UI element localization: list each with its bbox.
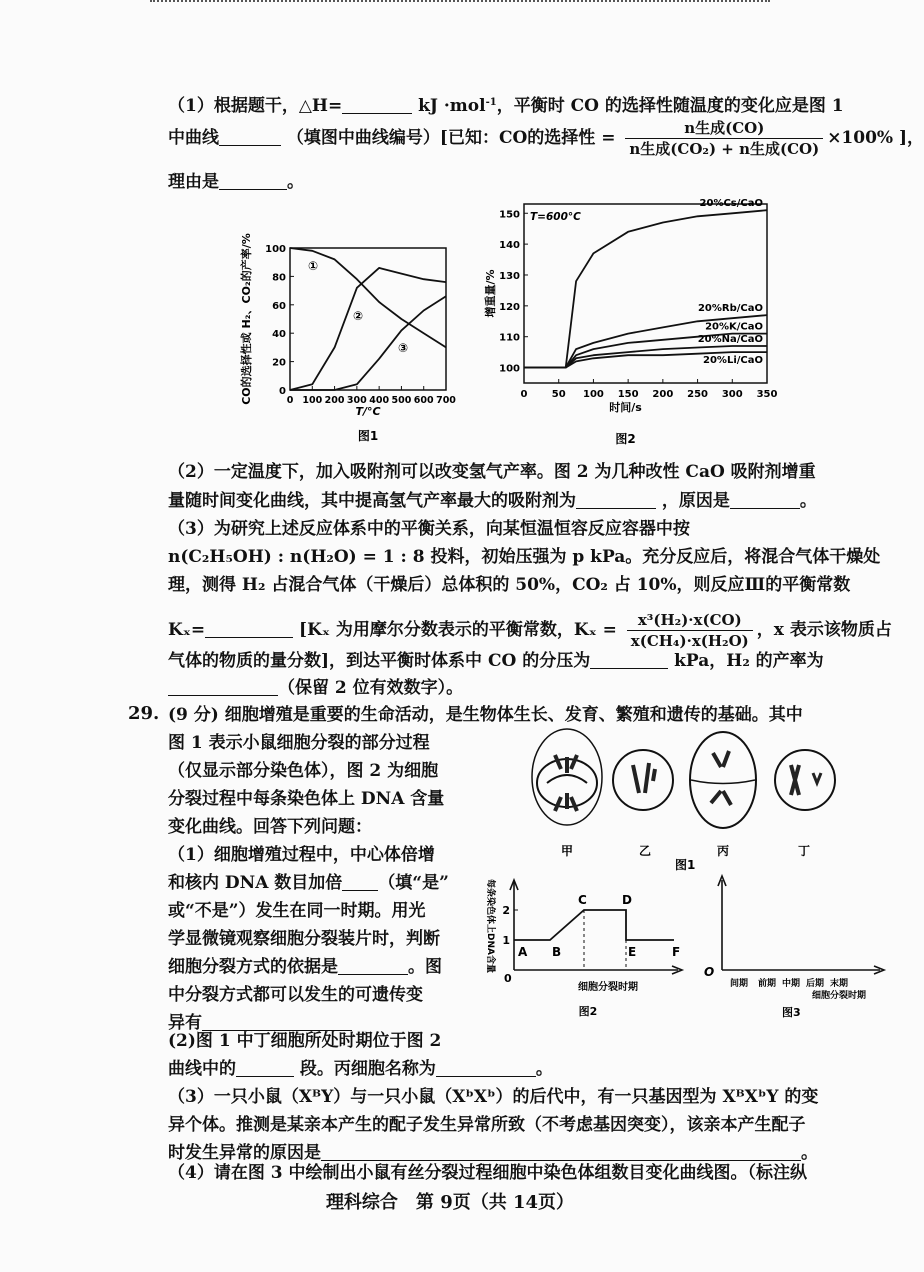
answer-blank[interactable]	[236, 1058, 294, 1077]
period-label: 中期	[782, 979, 801, 989]
x-tick-label: 200	[324, 395, 345, 406]
q29-line: 中分裂方式都可以发生的可遗传变	[168, 985, 423, 1005]
zero-label: 0	[504, 972, 512, 985]
origin-label: O	[704, 965, 715, 979]
q29-line: （3）一只小鼠（XᴮY）与一只小鼠（XᵇXᵇ）的后代中，有一只基因型为 XᴮXᵇY 的变	[168, 1087, 819, 1107]
x-axis-label: 时间/s	[609, 401, 642, 414]
y-tick-label: 80	[272, 272, 286, 284]
point-label: B	[552, 945, 562, 959]
cell-yi-icon	[613, 750, 673, 810]
x-tick-label: 150	[617, 389, 639, 400]
q29-line: 图 1 表示小鼠细胞分裂的部分过程	[168, 733, 430, 753]
cell-division-figure	[515, 725, 855, 875]
y-axis-label: CO的选择性或 H₂、CO₂的产率/%	[240, 233, 253, 405]
y-tick-label: 20	[272, 357, 286, 369]
x-axis-label: T/°C	[355, 405, 381, 418]
y-tick-label: 2	[502, 904, 510, 917]
temperature-annotation: T=600°C	[530, 211, 581, 223]
q29-line: （1）细胞增殖过程中，中心体倍增	[168, 845, 435, 865]
cell-bing-icon	[690, 732, 756, 828]
q29-line: 学显微镜观察细胞分裂装片时，判断	[168, 929, 440, 949]
q29-line: （仅显示部分染色体），图 2 为细胞	[168, 761, 439, 781]
y-tick-label: 110	[499, 332, 520, 344]
q28-p2-line1: （2）一定温度下，加入吸附剂可以改变氢气产率。图 2 为几种改性 CaO 吸附剂增重	[168, 462, 816, 482]
q28-p3-line2: n(C₂H₅OH) : n(H₂O) = 1 : 8 投料，初始压强为 p kPa。充分反应后，将混合气体干燥处	[168, 547, 881, 567]
answer-blank[interactable]	[342, 95, 412, 114]
q29-line: 异有	[168, 1011, 352, 1035]
cell-label-yi: 乙	[639, 844, 652, 858]
x-tick-label: 0	[286, 395, 294, 406]
answer-blank[interactable]	[590, 650, 668, 669]
period-label: 前期	[758, 979, 777, 989]
x-tick-label: 50	[551, 389, 566, 400]
q29-line: 和核内 DNA 数目加倍 （填“是”	[168, 873, 449, 893]
q29-line: 变化曲线。回答下列问题：	[168, 817, 372, 837]
point-label: A	[518, 945, 528, 959]
co-selectivity-fraction: $\frac{\text{n生成(CO)}}{\text{n生成(CO₂) + n生成(CO)}}$	[625, 118, 823, 159]
y-tick-label: 120	[499, 301, 520, 313]
y-tick-label: 40	[272, 329, 286, 341]
cell-ding-icon	[775, 750, 835, 810]
series-label: 20%Na/CaO	[697, 333, 763, 345]
answer-blank[interactable]	[730, 490, 800, 509]
y-tick-label: 140	[499, 240, 520, 252]
x-tick-label: 600	[413, 395, 434, 406]
x-tick-label: 0	[520, 389, 528, 400]
y-tick-label: 1	[502, 934, 510, 947]
q29-line: 异个体。推测是某亲本产生的配子发生异常所致（不考虑基因突变），该亲本产生配子	[168, 1115, 806, 1135]
y-tick-label: 60	[272, 300, 286, 312]
y-tick-label: 130	[499, 270, 520, 282]
x-tick-label: 350	[756, 389, 778, 400]
cell-label-jia: 甲	[561, 844, 574, 858]
q29-line: （4）请在图 3 中绘制出小鼠有丝分裂过程细胞中染色体组数目变化曲线图。（标注纵	[168, 1163, 807, 1183]
y-axis-label: 增重量/%	[484, 269, 497, 318]
figure-2-caption: 图2	[578, 1005, 598, 1018]
q29-line: 或“不是”）发生在同一时期。用光	[168, 901, 426, 921]
x-tick-label: 200	[652, 389, 674, 400]
q28-p2-line2: 量随时间变化曲线，其中提高氢气产率最大的吸附剂为 ，原因是 。	[168, 491, 817, 511]
period-label: 后期	[806, 979, 825, 989]
q29-line: 分裂过程中每条染色体上 DNA 含量	[168, 789, 445, 809]
cell-label-bing: 丙	[717, 844, 730, 858]
dna-content-chart	[478, 870, 688, 1020]
page-top-border	[150, 0, 770, 6]
cell-jia-icon	[532, 729, 602, 825]
y-tick-label: 150	[499, 209, 520, 221]
q29-line: 时发生异常的原因是 。	[168, 1143, 818, 1163]
figure-3-blank-axes	[700, 870, 890, 1020]
curve-marker: ①	[308, 259, 319, 273]
series-label: 20%Li/CaO	[703, 355, 763, 367]
figure-1-caption: 图1	[357, 429, 379, 443]
q28-p1-line3: 理由是 。	[168, 172, 304, 192]
answer-blank[interactable]	[576, 490, 656, 509]
q29-line: 细胞分裂方式的依据是 。图	[168, 957, 442, 977]
x-tick-label: 250	[687, 389, 709, 400]
answer-blank[interactable]	[436, 1058, 536, 1077]
q28-p1-line1: （1）根据题干，△H= kJ ·mol$^{-1}$，平衡时 CO 的选择性随温度的变化应是图 1	[168, 96, 844, 116]
page-footer: 理科综合 第 9页（共 14页）	[325, 1192, 575, 1213]
point-label: E	[628, 945, 637, 959]
series-line-3	[290, 296, 446, 390]
q29-intro: (9 分) 细胞增殖是重要的生命活动，是生物体生长、发育、繁殖和遗传的基础。其中	[168, 705, 803, 725]
answer-blank[interactable]	[219, 127, 281, 146]
answer-blank[interactable]	[321, 1142, 801, 1161]
x-tick-label: 300	[346, 395, 367, 406]
q29-figure1-caption: 图1	[675, 858, 696, 872]
answer-blank[interactable]	[219, 171, 287, 190]
q28-p1-line2: 中曲线 （填图中曲线编号）[已知：CO的选择性 = $\frac{\text{n生成(CO)}}{\text{n生成(CO₂) + n生成(CO)}}$ ×100% ]，	[168, 119, 924, 158]
period-label: 间期	[730, 979, 749, 989]
q28-p3-line1: （3）为研究上述反应体系中的平衡关系，向某恒温恒容反应容器中按	[168, 519, 690, 539]
series-label: 20%Rb/CaO	[697, 303, 763, 315]
x-tick-label: 700	[436, 395, 456, 406]
q29-line: (2)图 1 中丁细胞所处时期位于图 2	[168, 1031, 442, 1051]
figure-2-caption: 图2	[615, 432, 636, 446]
cell-label-ding: 丁	[798, 844, 811, 858]
question-29-number: 29.	[128, 703, 160, 724]
x-tick-label: 100	[302, 395, 323, 406]
dna-content-line	[514, 910, 674, 940]
curve-marker: ③	[398, 341, 409, 355]
figure-3-caption: 图3	[782, 1006, 801, 1019]
answer-blank[interactable]	[205, 619, 293, 638]
figure-1-chart	[228, 230, 468, 445]
y-tick-label: 100	[265, 244, 286, 255]
point-label: F	[672, 945, 681, 959]
q28-p3-line3: 理，测得 H₂ 占混合气体（干燥后）总体积的 50%，CO₂ 占 10%，则反应Ⅲ的平衡常数	[168, 575, 851, 595]
x-tick-label: 300	[721, 389, 743, 400]
curve-marker: ②	[353, 309, 364, 323]
q28-p3-line6: （保留 2 位有效数字）。	[168, 676, 463, 700]
x-tick-label: 400	[369, 395, 390, 406]
period-label: 末期	[830, 979, 849, 989]
x-tick-label: 500	[391, 395, 412, 406]
y-axis-label: 每条染色体上DNA含量	[485, 879, 495, 973]
figure-2-chart	[480, 198, 780, 448]
series-label: 20%Cs/CaO	[699, 198, 763, 210]
y-tick-label: 0	[279, 386, 286, 397]
q28-p3-line5: 气体的物质的量分数]，到达平衡时体系中 CO 的分压为 kPa，H₂ 的产率为	[168, 651, 824, 671]
q28-p3-line4: Kₓ= [Kₓ 为用摩尔分数表示的平衡常数，Kₓ = $\frac{\text{x³(H₂)·x(CO)}}{\text{x(CH₄)·x(H₂O)}}$ ，x 表示该物质占	[168, 611, 892, 650]
answer-blank[interactable]	[342, 872, 378, 891]
point-label: D	[622, 893, 632, 907]
y-tick-label: 100	[499, 363, 520, 375]
x-tick-label: 100	[582, 389, 604, 400]
answer-blank[interactable]	[338, 956, 408, 975]
point-label: C	[578, 893, 587, 907]
kx-fraction: $\frac{\text{x³(H₂)·x(CO)}}{\text{x(CH₄)·x(H₂O)}}$	[627, 610, 753, 651]
x-axis-label: 细胞分裂时期	[578, 982, 638, 993]
q29-line: 曲线中的 段。丙细胞名称为 。	[168, 1059, 553, 1079]
answer-blank[interactable]	[168, 677, 278, 696]
fig3-xlabel: 细胞分裂时期	[812, 991, 867, 1001]
series-label: 20%K/CaO	[705, 321, 763, 333]
